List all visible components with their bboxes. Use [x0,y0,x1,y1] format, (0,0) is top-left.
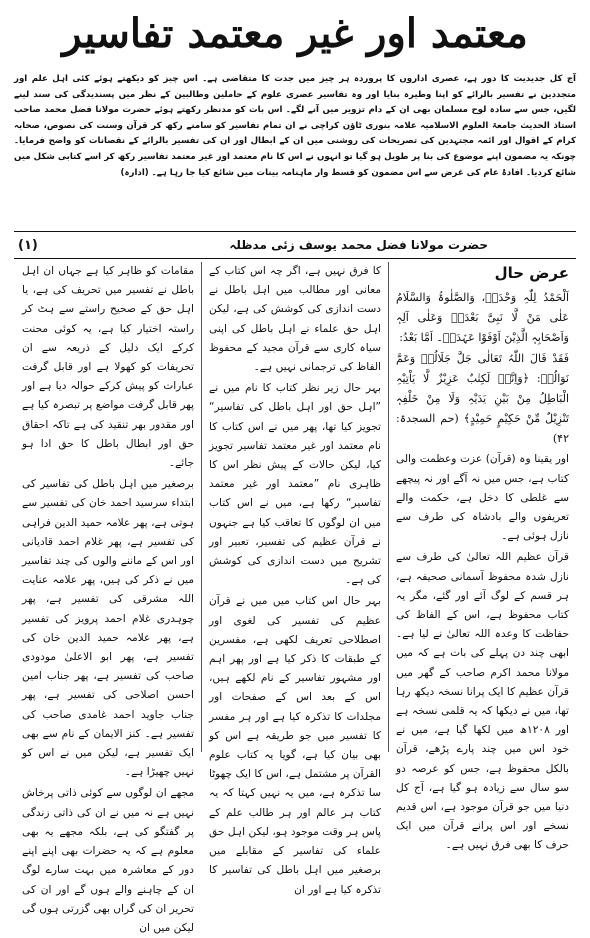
intro-paragraph [14,72,576,181]
paragraph: اور یقینا وہ (قرآن) عزت وعظمت والی کتاب ہے، جس میں نہ آگے اور نہ پیچھے سے غلطی کا دخل ہے، حکمت والے تعریفوں والے بادشاہ کی طرف سے نازل ہوئی ہے۔ [396,453,569,543]
section-heading: عرض حال [494,264,569,282]
intro-text: آج کل جدیدیت کا دور ہے، عصری اداروں کا پروردہ ہر چیز میں جدت کا متقاضی ہے۔ اس چیز کو دیکھتے ہوئے کئی اہل علم اور متجددین نے تفسیر بالرائے کو اپنا وطیرہ بنایا اور وہ تفاسیر عصری علوم کے حاملین وطالبین کے نظر میں پسندیدگی کی سند لینے لگیں، جس سے سادہ لوح مسلمان بھی ان کے دام تزویر میں آنے لگے۔ اس بات کو مدنظر رکھتے ہوئے حضرت مولانا فضل محمد صاحب استاذ الحدیث جامعۃ العلوم الاسلامیہ علامہ بنوری ٹاؤن کراچی نے ان تمام تفاسیر کو سامنے رکھ کر قرآن وسنت کی نصوص، صحابہ کرام کے اقوال اور ائمہ مجتہدین کی تصریحات کی روشنی میں ان کے ابطال اور ان کی تفسیر بالرائے کے نقصانات کو واضح فرمایا۔ چونکہ یہ مضمون اپنے موضوع کی بنا پر طویل ہو گیا تو انہوں نے اس کا نام معتمد اور غیر معتمد تفاسیر رکھ کر اسے کتابی شکل میں شائع کردیا۔ افادۂ عام کی غرض سے اس مضمون کو قسط وار ماہنامہ بینات میں شائع کیا جا رہا ہے۔ (ادارہ) [14,74,576,178]
paragraph: کا فرق نہیں ہے، اگر چہ اس کتاب کے معانی اور مطالب میں اہل باطل نے دست اندازی کی کوشش کی ہے، لیکن اہل حق علماء نے اہل باطل کی اپنی سیاہ کاری سے قرآن مجید کے محفوظ الفاظ کی ترجمانی نہیں ہے۔ [209,265,381,374]
paragraph: مقامات کو ظاہر کیا ہے جہاں ان اہل باطل نے تفسیر میں تحریف کی ہے، یا اہل حق کے صحیح راستے سے ہٹ کر راستہ اختیار کیا ہے، یہ کوئی محنت کرکے ایک دلیل کے ذریعہ سے ان تحریفات کو کھولا ہے اور قابل گرفت عبارات کو پیش کرکے حوالہ دیا ہے اور پھر قابل گرفت مواضع پر تبصرہ کیا ہے اور مقدور بھر تنقید کی ہے تاکہ احقاق حق اور ابطال باطل کا حق ادا ہو جائے۔ [22,265,194,470]
paragraph: بہر حال زیر نظر کتاب کا نام میں نے ”اہل حق اور اہل باطل کی تفاسیر“ تجویز کیا تھا، پھر میں نے اس کتاب کا نام معتمد اور غیر معتمد تفاسیر تجویز کیا، لیکن حالات کے پیش نظر اس کا ظاہری نام ”معتمد اور غیر معتمد تفاسیر“ رکھا ہے، میں نے اس کتاب میں ان لوگوں کا تعاقب کیا ہے جنہوں نے قرآن عظیم کی تفسیر، تعبیر اور تشریح میں دست اندازی کی کوشش کی ہے۔ [209,382,381,587]
paragraph: فَقَدْ قَالَ اللّٰہُ تَعَالٰی جَلَّ جَلَالُہٗ وَعَمَّ نَوَالُہٗ: ﴿وَاِنَّہٗ لَکِتٰبٌ عَزِیْزٌ لَّا یَاْتِیْہِ الْبَاطِلُ مِنْ بَیْنِ یَدَیْہِ وَلَا مِنْ خَلْفِہٖ تَنْزِیْلٌ مِّنْ حَکِیْمٍ حَمِیْدٍ﴾ (حم السجدۃ: ۴۲) [396,352,569,445]
article-title: معتمد اور غیر معتمد تفاسیر [62,10,528,57]
paragraph: مجھے ان لوگوں سے کوئی ذاتی پرخاش نہیں ہے نہ میں نے ان کی ذاتی زندگی پر گفتگو کی ہے، بلکہ مجھے یہ بھی معلوم ہے کہ یہ حضرات بھی اپنے اپنے دور کے معاشرہ میں بہت سارے لوگ ان کے چاہنے والے ہوں گے اور ان کی تحریر ان کی گراں بھی گزرتی ہوں گی لیکن میں ان [22,787,194,934]
author-name: حضرت مولانا فضل محمد یوسف زئی مدظلہ [229,238,488,252]
body-columns [14,262,576,934]
column-middle [202,262,389,896]
installment-number: (۱) [18,237,38,253]
author-bar [14,231,576,259]
paragraph: قرآن عظیم اللہ تعالیٰ کی طرف سے نازل شدہ محفوظ آسمانی صحیفہ ہے، ہر قسم کے لوگ آئے اور گئے، مگر یہ کتاب محفوظ ہے، اس کے الفاظ کی حفاظت کا وعدہ اللہ تعالیٰ نے لیا ہے۔ ابھی چند دن پہلے کی بات ہے کہ میں مولانا محمد اکرم صاحب کے گھر میں قرآن عظیم کا ایک پرانا نسخہ دیکھ رہا تھا، میں نے دیکھا کہ یہ قلمی نسخہ ہے اور ۱۲۰۸ھ میں لکھا گیا ہے، میں نے خود اس میں چند پارے پڑھے، قرآن بالکل محفوظ ہے، جس کو عرصہ دو سو سال سے زیادہ ہو گیا ہے، آج کل دنیا میں جو قرآن موجود ہے، اس قدیم نسخے اور اس پرانے قرآن میں ایک حرف کا بھی فرق نہیں ہے۔ [396,551,569,852]
paragraph: بہر حال اس کتاب میں میں نے قرآن عظیم کی تفسیر کی لغوی اور اصطلاحی تعریف لکھی ہے، مفسرین کے طبقات کا ذکر کیا ہے اور پھر اہم اور مشہور تفاسیر کے نام لکھے ہیں، اس کے بعد اس کے صفحات اور مجلدات کا تذکرہ کیا ہے اور ہر مفسر کا تفسیر میں جو طریقہ ہے اس کو بھی بیان کیا ہے، گویا یہ کتاب علوم القرآن پر مشتمل ہے، اس کا ایک چھوٹا سا تذکرہ ہے، میں یہ نہیں کہتا کہ یہ کتاب ہر عالم اور ہر طالب علم کے پاس ہر وقت موجود ہو، لیکن اہل حق علماء کی تفاسیر کے مقابلے میں برصغیر میں اہل باطل کی تفاسیر کا تذکرہ کیا ہے اور ان [209,595,381,896]
paragraph: اَلْحَمْدُ لِلّٰہِ وَحْدَہٗ، وَالصَّلٰوۃُ وَالسَّلَامُ عَلٰی مَنْ لَّا نَبِیَّ بَعْدَہٗ وَعَلٰی آلِہٖ وَاَصْحَابِہٖ الَّذِیْنَ اَوْفَوْا عَہْدَہٗ۔ اَمَّا بَعْدُ: [396,291,569,344]
column-right [389,262,576,852]
paragraph: برصغیر میں اہل باطل کی تفاسیر کی ابتداء سرسید احمد خان کی تفسیر سے ہوتی ہے، پھر علامہ حمید الدین فراہی کی تفسیر ہے، پھر غلام احمد قادیانی اور اس کے ماننے والوں کی چند تفاسیر میں نے ذکر کی ہیں، پھر علامہ عنایت اللہ مشرقی کی تفسیر ہے، پھر چوہدری غلام احمد پرویز کی تفسیر ہے، پھر علامہ حمید الدین خان کی تفسیر ہے، پھر ابو الاعلیٰ مودودی صاحب کی تفسیر ہے، پھر جناب امین احسن اصلاحی کی تفسیر ہے، پھر جناب جاوید احمد غامدی صاحب کی تفسیر ہے۔ کنز الایمان کے نام سے بھی ایک تفسیر ہے، لیکن میں نے اس کو نہیں چھیڑا ہے۔ [22,478,194,779]
column-left [15,262,202,934]
